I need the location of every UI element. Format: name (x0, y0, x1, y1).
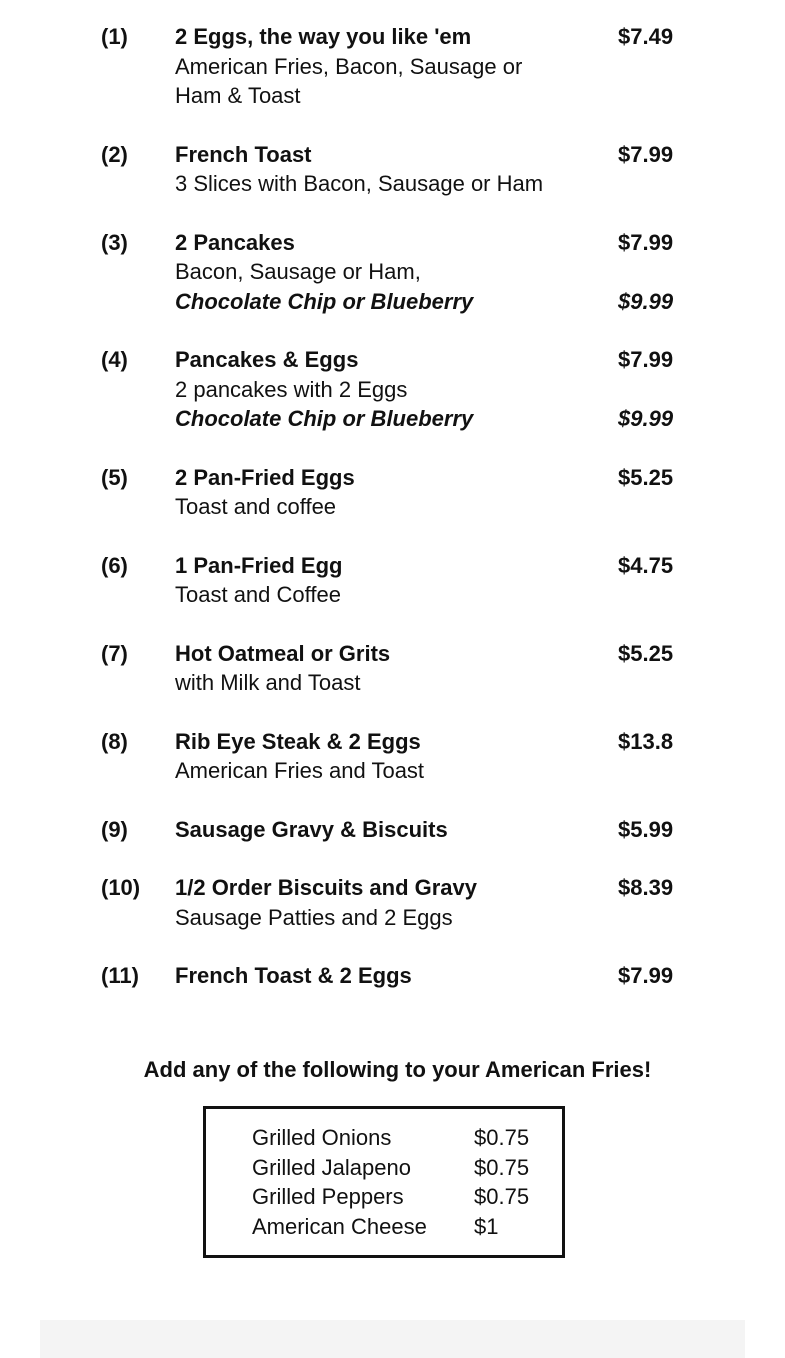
menu-item-name: 2 Pancakes (175, 229, 295, 255)
menu-item-number: (3) (101, 229, 128, 255)
menu-item-name: Hot Oatmeal or Grits (175, 640, 391, 666)
menu-item (0, 639, 785, 698)
menu-item-body (175, 140, 605, 199)
menu-item-body (175, 639, 605, 698)
menu-item-body (175, 873, 605, 932)
addons-title: Add any of the following to your American Fries! (143, 1057, 652, 1082)
menu-item-alt-option: Chocolate Chip or Blueberry (175, 288, 474, 314)
menu-item (0, 345, 785, 434)
menu-item-number: (9) (101, 816, 128, 842)
menu-item-price: $5.99 (618, 816, 674, 842)
menu-item-name: 2 Pan-Fried Eggs (175, 464, 355, 490)
addons-box (203, 1106, 565, 1258)
menu-item-name: French Toast & 2 Eggs (175, 963, 412, 988)
menu-item-body (175, 961, 605, 991)
addon-price: $0.75 (474, 1154, 530, 1180)
menu-item-number: (1) (101, 24, 128, 49)
menu-item (0, 22, 785, 111)
menu-item-price: $5.25 (618, 640, 674, 666)
menu-item (0, 228, 785, 317)
addon-price: $0.75 (474, 1125, 530, 1150)
menu-item (0, 815, 785, 845)
menu-item-price: $7.49 (618, 24, 674, 49)
breakfast-menu-list (0, 22, 785, 1020)
menu-item-description: Bacon, Sausage or Ham, (175, 259, 421, 284)
menu-item-price: $7.99 (618, 347, 674, 372)
menu-item-name: Sausage Gravy & Biscuits (175, 816, 448, 842)
menu-item-number: (7) (101, 640, 128, 666)
menu-item-number: (4) (101, 347, 128, 372)
menu-item (0, 463, 785, 522)
menu-item-description: Toast and coffee (175, 494, 337, 519)
menu-item-number: (6) (101, 552, 128, 578)
menu-item-name: French Toast (175, 141, 312, 167)
menu-item-body (175, 551, 605, 610)
menu-item-number: (10) (101, 875, 141, 900)
menu-item-name: Rib Eye Steak & 2 Eggs (175, 728, 421, 754)
menu-item-alt-option: Chocolate Chip or Blueberry (175, 406, 474, 431)
addon-name: Grilled Jalapeno (252, 1154, 411, 1180)
addon-name: Grilled Peppers (252, 1184, 404, 1209)
menu-item-price: $5.25 (618, 464, 674, 490)
footer-bar (40, 1320, 745, 1358)
menu-item-price: $7.99 (618, 963, 674, 988)
menu-item-body (175, 228, 605, 317)
menu-item-number: (2) (101, 141, 128, 167)
menu-item-name: Pancakes & Eggs (175, 347, 359, 372)
menu-item (0, 727, 785, 786)
menu-item-description: American Fries and Toast (175, 758, 425, 783)
menu-item (0, 551, 785, 610)
menu-item-description: 2 pancakes with 2 Eggs (175, 376, 408, 402)
menu-item-price: $7.99 (618, 229, 674, 255)
menu-item-number: (5) (101, 464, 128, 490)
menu-item-price: $7.99 (618, 141, 674, 167)
menu-item-body (175, 815, 605, 845)
addon-price: $0.75 (474, 1184, 530, 1209)
menu-item-body (175, 345, 605, 434)
menu-item-description: 3 Slices with Bacon, Sausage or Ham (175, 171, 544, 196)
menu-item-name: 1/2 Order Biscuits and Gravy (175, 875, 478, 900)
menu-item-price: $13.8 (618, 728, 674, 754)
menu-item-body (175, 463, 605, 522)
menu-item-description: American Fries, Bacon, Sausage or (175, 53, 523, 79)
menu-item-price: $4.75 (618, 552, 674, 578)
addon-name: American Cheese (252, 1213, 427, 1239)
menu-item-description: Toast and Coffee (175, 582, 341, 607)
menu-item-name: 2 Eggs, the way you like 'em (175, 24, 472, 49)
menu-item-description: Ham & Toast (175, 83, 301, 108)
menu-item-alt-price: $9.99 (618, 406, 674, 431)
menu-item-body (175, 727, 605, 786)
menu-item-body (175, 22, 605, 111)
menu-item (0, 873, 785, 932)
menu-item (0, 961, 785, 991)
menu-item-description: with Milk and Toast (175, 670, 361, 695)
addon-price: $1 (474, 1213, 499, 1239)
menu-item-number: (11) (101, 963, 139, 988)
menu-item-name: 1 Pan-Fried Egg (175, 552, 343, 578)
menu-item-description: Sausage Patties and 2 Eggs (175, 904, 453, 930)
menu-item-alt-price: $9.99 (618, 288, 674, 314)
addon-name: Grilled Onions (252, 1125, 392, 1150)
menu-item-price: $8.39 (618, 875, 674, 900)
menu-item-number: (8) (101, 728, 128, 754)
menu-item (0, 140, 785, 199)
